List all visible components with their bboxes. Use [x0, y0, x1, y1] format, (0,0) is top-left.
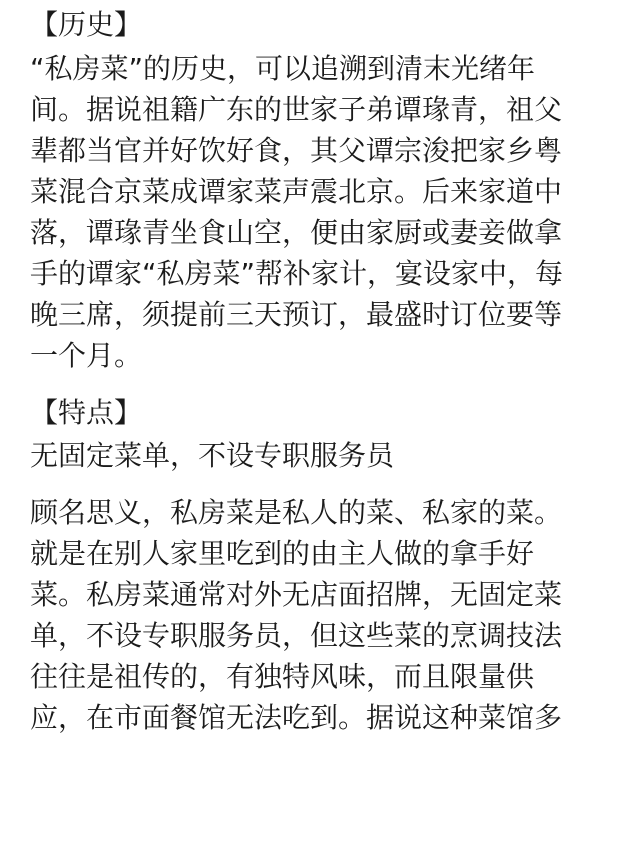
paragraph-line: 往往是祖传的，有独特风味，而且限量供	[30, 660, 535, 693]
features-paragraph	[30, 492, 610, 738]
history-paragraph	[30, 48, 610, 376]
features-subheading: 无固定菜单，不设专职服务员	[30, 439, 395, 472]
article	[30, 0, 610, 738]
paragraph-line: 辈都当官并好饮好食，其父谭宗浚把家乡粤	[30, 134, 563, 167]
paragraph-line: 菜。私房菜通常对外无店面招牌，无固定菜	[30, 578, 563, 611]
paragraph-line: 顾名思义，私房菜是私人的菜、私家的菜。	[30, 496, 563, 529]
paragraph-line: 一个月。	[30, 339, 143, 372]
paragraph-line: 间。据说祖籍广东的世家子弟谭瑑青，祖父	[30, 93, 563, 126]
section-heading-features: 【特点】	[30, 396, 143, 429]
paragraph-line: 菜混合京菜成谭家菜声震北京。后来家道中	[30, 175, 563, 208]
paragraph-line: 落，谭瑑青坐食山空，便由家厨或妻妾做拿	[30, 216, 563, 249]
section-heading-history: 【历史】	[30, 8, 143, 41]
paragraph-line: 手的谭家“私房菜”帮补家计，宴设家中，每	[30, 257, 564, 290]
paragraph-line: “私房菜”的历史，可以追溯到清末光绪年	[30, 52, 536, 85]
paragraph-line: 单，不设专职服务员，但这些菜的烹调技法	[30, 619, 563, 652]
paragraph-line: 就是在别人家里吃到的由主人做的拿手好	[30, 537, 535, 570]
paragraph-line: 应，在市面餐馆无法吃到。据说这种菜馆多	[30, 701, 563, 734]
paragraph-line: 晚三席，须提前三天预订，最盛时订位要等	[30, 298, 563, 331]
